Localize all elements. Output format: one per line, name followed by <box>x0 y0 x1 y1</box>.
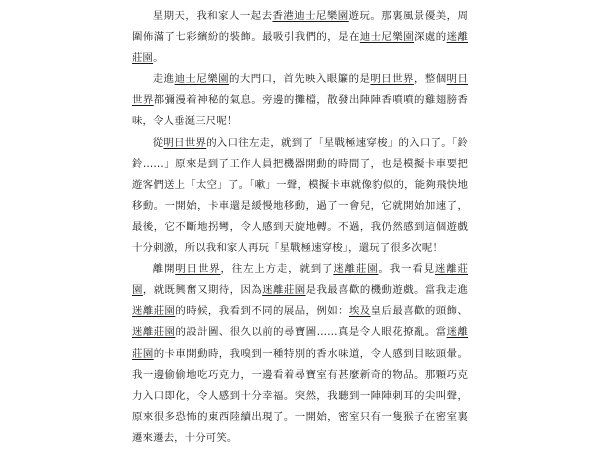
proper-noun: 迪士尼樂園 <box>174 73 229 86</box>
text-run: 離開 <box>152 263 176 276</box>
text-run: 的時候，我看到不同的展品，例如： <box>175 305 349 318</box>
proper-noun: 迷離莊園 <box>132 305 176 318</box>
proper-noun: 明日世界 <box>132 73 468 107</box>
paragraph-3 <box>132 133 468 260</box>
proper-noun: 迷離莊園 <box>262 284 306 297</box>
paragraph-4 <box>132 259 468 449</box>
proper-noun: 明日世界 <box>175 263 221 276</box>
proper-noun: 迷離莊園 <box>132 326 176 339</box>
text-run: 的設計圖、很久以前的尋寶圖……真是令人眼花撩亂。當 <box>175 326 447 339</box>
proper-noun: 迷離莊園 <box>132 326 468 360</box>
text-run: 。 <box>153 52 164 65</box>
text-run: ，往左上方走，就到了 <box>220 263 334 276</box>
text-run: 的入口往左走，就到了「星戰極速穿梭」的入口了。「鈴鈴……」原來是到了工作人員把機器開動的時間了，也是模擬卡車要把遊客們送上「太空」了。「嗽」一聲，模擬卡車就像豹似的，能夠飛快地移動。一開始，卡車還是緩慢地移動，過了一會兒，它就開始加速了，最後，它不斷地拐彎，令人感到天旋地轉。不過，我仍然感到這個遊戲十分刺激，所以我和家人再玩「星戰極速穿梭」，還玩了很多次呢！ <box>132 136 468 255</box>
text-run: 遊玩。那裏風景優美，周圍佈滿了七彩繽紛的裝飾。最吸引我們的，是在 <box>132 10 468 44</box>
text-run: 的大門口，首先映入眼簾的是 <box>228 73 371 86</box>
proper-noun: 迪士尼樂園 <box>359 31 415 44</box>
proper-noun: 明日世界 <box>163 136 207 149</box>
text-run: 。我一看見 <box>378 263 435 276</box>
text-run: ，整個 <box>413 73 447 86</box>
text-run: 走進 <box>152 73 175 86</box>
proper-noun: 迷離莊園 <box>132 263 469 297</box>
text-run: 是我最喜歡的機動遊戲。當我走進 <box>305 284 469 297</box>
proper-noun: 迷離莊園 <box>132 31 468 65</box>
proper-noun: 迷離莊園 <box>333 263 379 276</box>
paragraph-1 <box>132 6 468 69</box>
paragraph-2 <box>132 69 468 132</box>
proper-noun: 埃及 <box>348 305 371 318</box>
text-run: 的卡車開動時，我嗅到一種特別的香水味道，令人感到目眩頭暈。我一邊偷偷地吃巧克力，一邊看着尋寶室有甚麼新奇的物品。那顆巧克力入口即化，令人感到十分幸福。突然，我聽到一陣陣刺耳的尖叫聲，原來很多恐怖的東西陸續出現了。一開始，密室只有一隻猴子在密室裏遷來遷去，十分可笑。 <box>132 347 468 444</box>
text-run: 從 <box>152 136 164 149</box>
text-run: 皇后最喜歡的頭飾、 <box>370 305 468 318</box>
proper-noun: 明日世界 <box>370 73 414 86</box>
text-run: ，就既興奮又期待，因為 <box>142 284 263 297</box>
text-run: 星期天，我和家人一起去 <box>152 10 273 22</box>
text-run: 深處的 <box>414 31 447 44</box>
text-run: 都彌漫着神秘的氣息。旁邊的攤檔，散發出陣陣香噴噴的雞翅膀香味，令人垂涎三尺呢！ <box>132 94 468 128</box>
proper-noun: 香港迪士尼樂園 <box>272 10 349 22</box>
